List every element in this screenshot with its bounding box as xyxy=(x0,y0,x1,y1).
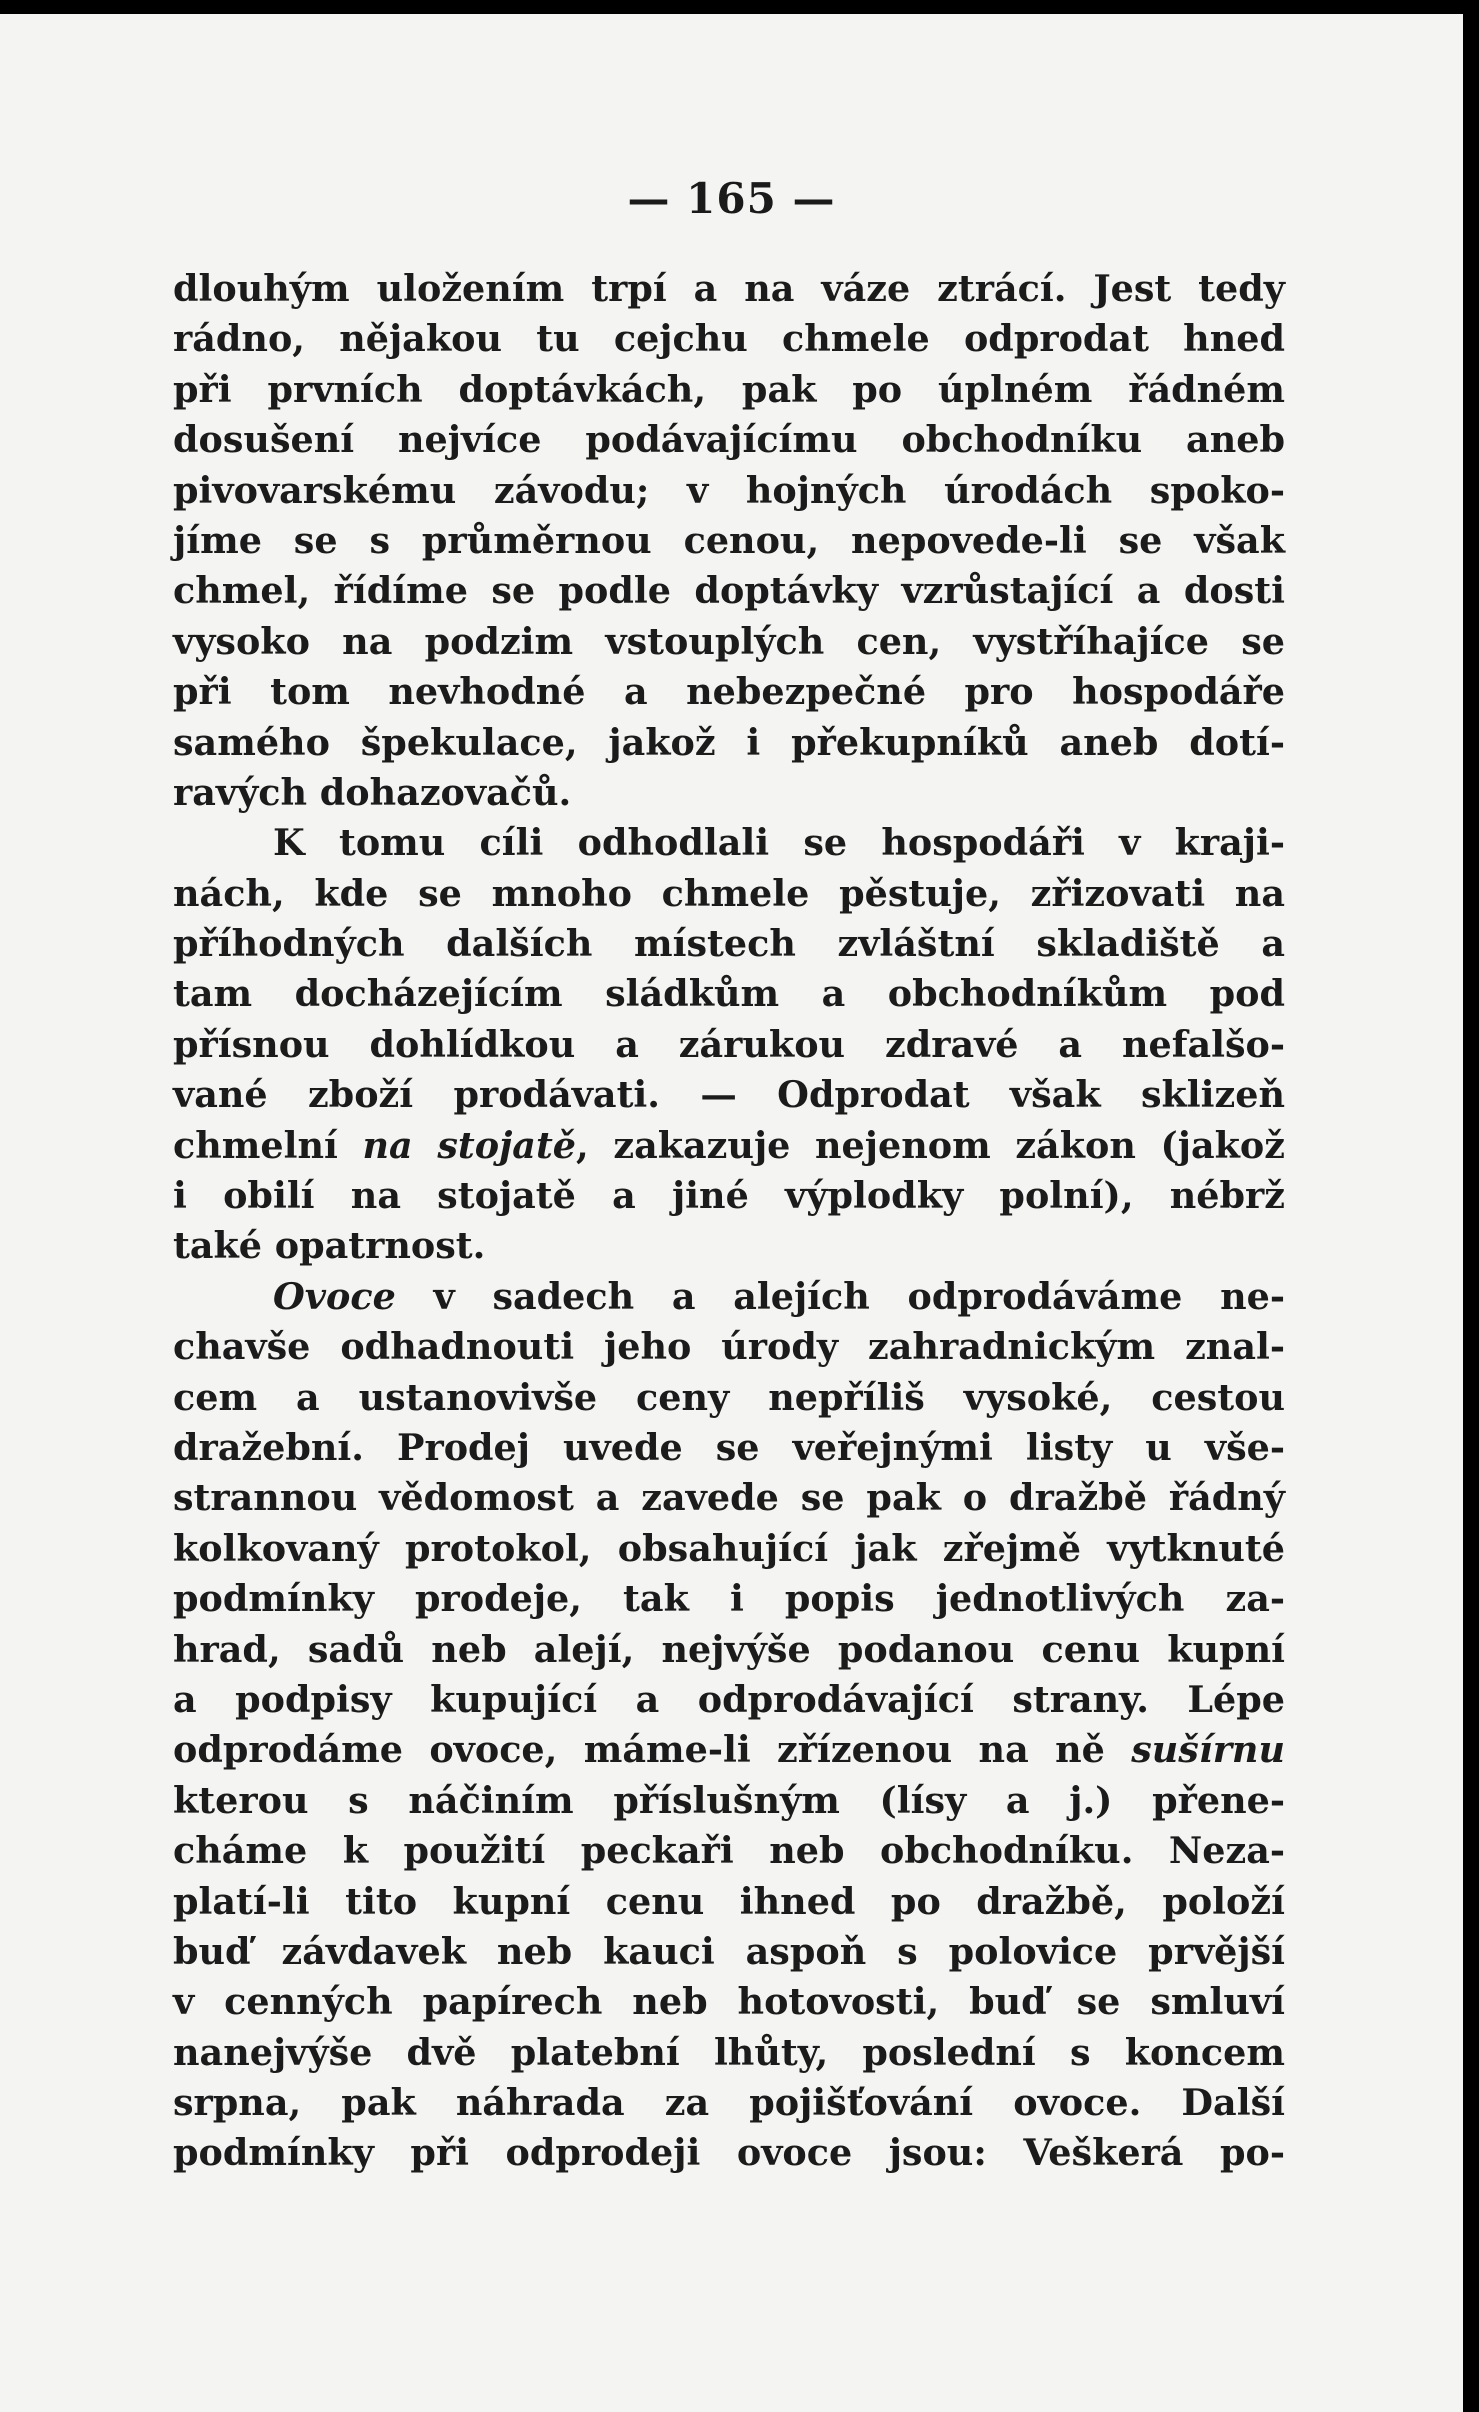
text-line xyxy=(173,1725,1285,1775)
line-text: K tomu cíli odhodlali se hospodáři v kraji- xyxy=(273,821,1285,865)
text-line xyxy=(173,1877,1285,1927)
line-text: vané zboží prodávati. — Odprodat však sklizeň xyxy=(173,1073,1285,1117)
book-page xyxy=(0,14,1463,2412)
text-line xyxy=(173,969,1285,1019)
text-line xyxy=(173,314,1285,364)
line-text: ravých dohazovačů. xyxy=(173,770,572,814)
page-number: — 165 — xyxy=(627,174,836,223)
text-line xyxy=(173,1221,1285,1271)
text-line xyxy=(173,768,1285,818)
line-text: strannou vědomost a zavede se pak o dražbě řádný xyxy=(173,1476,1285,1520)
line-text: dražební. Prodej uvede se veřejnými listy u vše- xyxy=(173,1425,1285,1469)
text-line xyxy=(173,1776,1285,1826)
text-line xyxy=(173,1826,1285,1876)
line-text: cem a ustanovivše ceny nepříliš vysoké, cestou xyxy=(173,1375,1285,1419)
line-text: buď závdavek neb kauci aspoň s polovice prvější xyxy=(173,1929,1285,1973)
line-text: kterou s náčiním příslušným (lísy a j.) přene- xyxy=(173,1778,1285,1822)
text-line xyxy=(173,1524,1285,1574)
text-line xyxy=(173,1322,1285,1372)
text-line xyxy=(173,1574,1285,1624)
text-line xyxy=(173,1070,1285,1120)
line-text: nách, kde se mnoho chmele pěstuje, zřizovati na xyxy=(173,871,1285,915)
text-line xyxy=(173,818,1285,868)
text-line xyxy=(173,1020,1285,1070)
line-text: při tom nevhodné a nebezpečné pro hospodáře xyxy=(173,670,1285,714)
text-line xyxy=(173,718,1285,768)
scan-border-right xyxy=(1463,0,1479,2412)
text-line xyxy=(173,1272,1285,1322)
line-text: podmínky prodeje, tak i popis jednotlivých za- xyxy=(173,1577,1285,1621)
text-line xyxy=(173,516,1285,566)
text-line xyxy=(173,2028,1285,2078)
line-text: nanejvýše dvě platební lhůty, poslední s koncem xyxy=(173,2030,1285,2074)
text-line xyxy=(173,1473,1285,1523)
line-text-pre: odprodáme ovoce, máme-li zřízenou na ně xyxy=(173,1728,1132,1772)
text-line xyxy=(173,1121,1285,1171)
line-text: i obilí na stojatě a jiné výplodky polní), nébrž xyxy=(173,1174,1285,1218)
line-text: rádno, nějakou tu cejchu chmele odprodat hned xyxy=(173,317,1285,361)
line-text: dosušení nejvíce podávajícímu obchodníku aneb xyxy=(173,418,1285,462)
line-text: příhodných dalších místech zvláštní skladiště a xyxy=(173,922,1285,966)
body-text xyxy=(173,264,1285,2179)
text-line xyxy=(173,566,1285,616)
line-text: v cenných papírech neb hotovosti, buď se smluví xyxy=(173,1980,1285,2024)
line-text: také opatrnost. xyxy=(173,1224,486,1268)
text-line xyxy=(173,2128,1285,2178)
line-text: kolkovaný protokol, obsahující jak zřejmě vytknuté xyxy=(173,1526,1285,1570)
text-line xyxy=(173,919,1285,969)
line-text: srpna, pak náhrada za pojišťování ovoce. Další xyxy=(173,2081,1285,2125)
text-line xyxy=(173,617,1285,667)
line-text-post: v sadech a alejích odprodáváme ne- xyxy=(395,1274,1285,1318)
line-text: samého špekulace, jakož i překupníků aneb dotí- xyxy=(173,720,1285,764)
line-text: tam docházejícím sládkům a obchodníkům pod xyxy=(173,972,1285,1016)
text-line xyxy=(173,415,1285,465)
text-line xyxy=(173,1675,1285,1725)
line-text: vysoko na podzim vstouplých cen, vystříhajíce se xyxy=(173,619,1285,663)
line-text: jíme se s průměrnou cenou, nepovede-li se však xyxy=(173,518,1285,562)
line-text-post: , zakazuje nejenom zákon (jakož xyxy=(576,1123,1285,1167)
text-line xyxy=(173,365,1285,415)
text-line xyxy=(173,466,1285,516)
line-text: cháme k použití peckaři neb obchodníku. Neza- xyxy=(173,1829,1285,1873)
scan-border-top xyxy=(0,0,1479,14)
text-line xyxy=(173,1625,1285,1675)
text-line xyxy=(173,1171,1285,1221)
italic-term: sušírnu xyxy=(1131,1728,1285,1772)
text-line xyxy=(173,1373,1285,1423)
italic-term: na stojatě xyxy=(362,1123,577,1167)
text-line xyxy=(173,869,1285,919)
line-text: podmínky při odprodeji ovoce jsou: Veškerá po- xyxy=(173,2131,1285,2175)
text-line xyxy=(173,1927,1285,1977)
line-text: chmel, řídíme se podle doptávky vzrůstající a dosti xyxy=(173,569,1285,613)
line-text: pivovarskému závodu; v hojných úrodách spoko- xyxy=(173,468,1285,512)
text-line xyxy=(173,1977,1285,2027)
line-text-pre: chmelní xyxy=(173,1123,363,1167)
line-text: hrad, sadů neb alejí, nejvýše podanou cenu kupní xyxy=(173,1627,1285,1671)
line-text: platí-li tito kupní cenu ihned po dražbě, položí xyxy=(173,1879,1285,1923)
line-text: při prvních doptávkách, pak po úplném řádném xyxy=(173,367,1285,411)
text-line xyxy=(173,2078,1285,2128)
line-text: dlouhým uložením trpí a na váze ztrácí. Jest tedy xyxy=(173,267,1285,310)
line-text: chavše odhadnouti jeho úrody zahradnickým znal- xyxy=(173,1325,1285,1369)
line-text: přísnou dohlídkou a zárukou zdravé a nefalšo- xyxy=(173,1022,1285,1066)
text-line xyxy=(173,1423,1285,1473)
italic-term: Ovoce xyxy=(273,1274,396,1318)
text-line xyxy=(173,667,1285,717)
line-text: a podpisy kupující a odprodávající strany. Lépe xyxy=(173,1677,1285,1721)
text-line xyxy=(173,264,1285,314)
